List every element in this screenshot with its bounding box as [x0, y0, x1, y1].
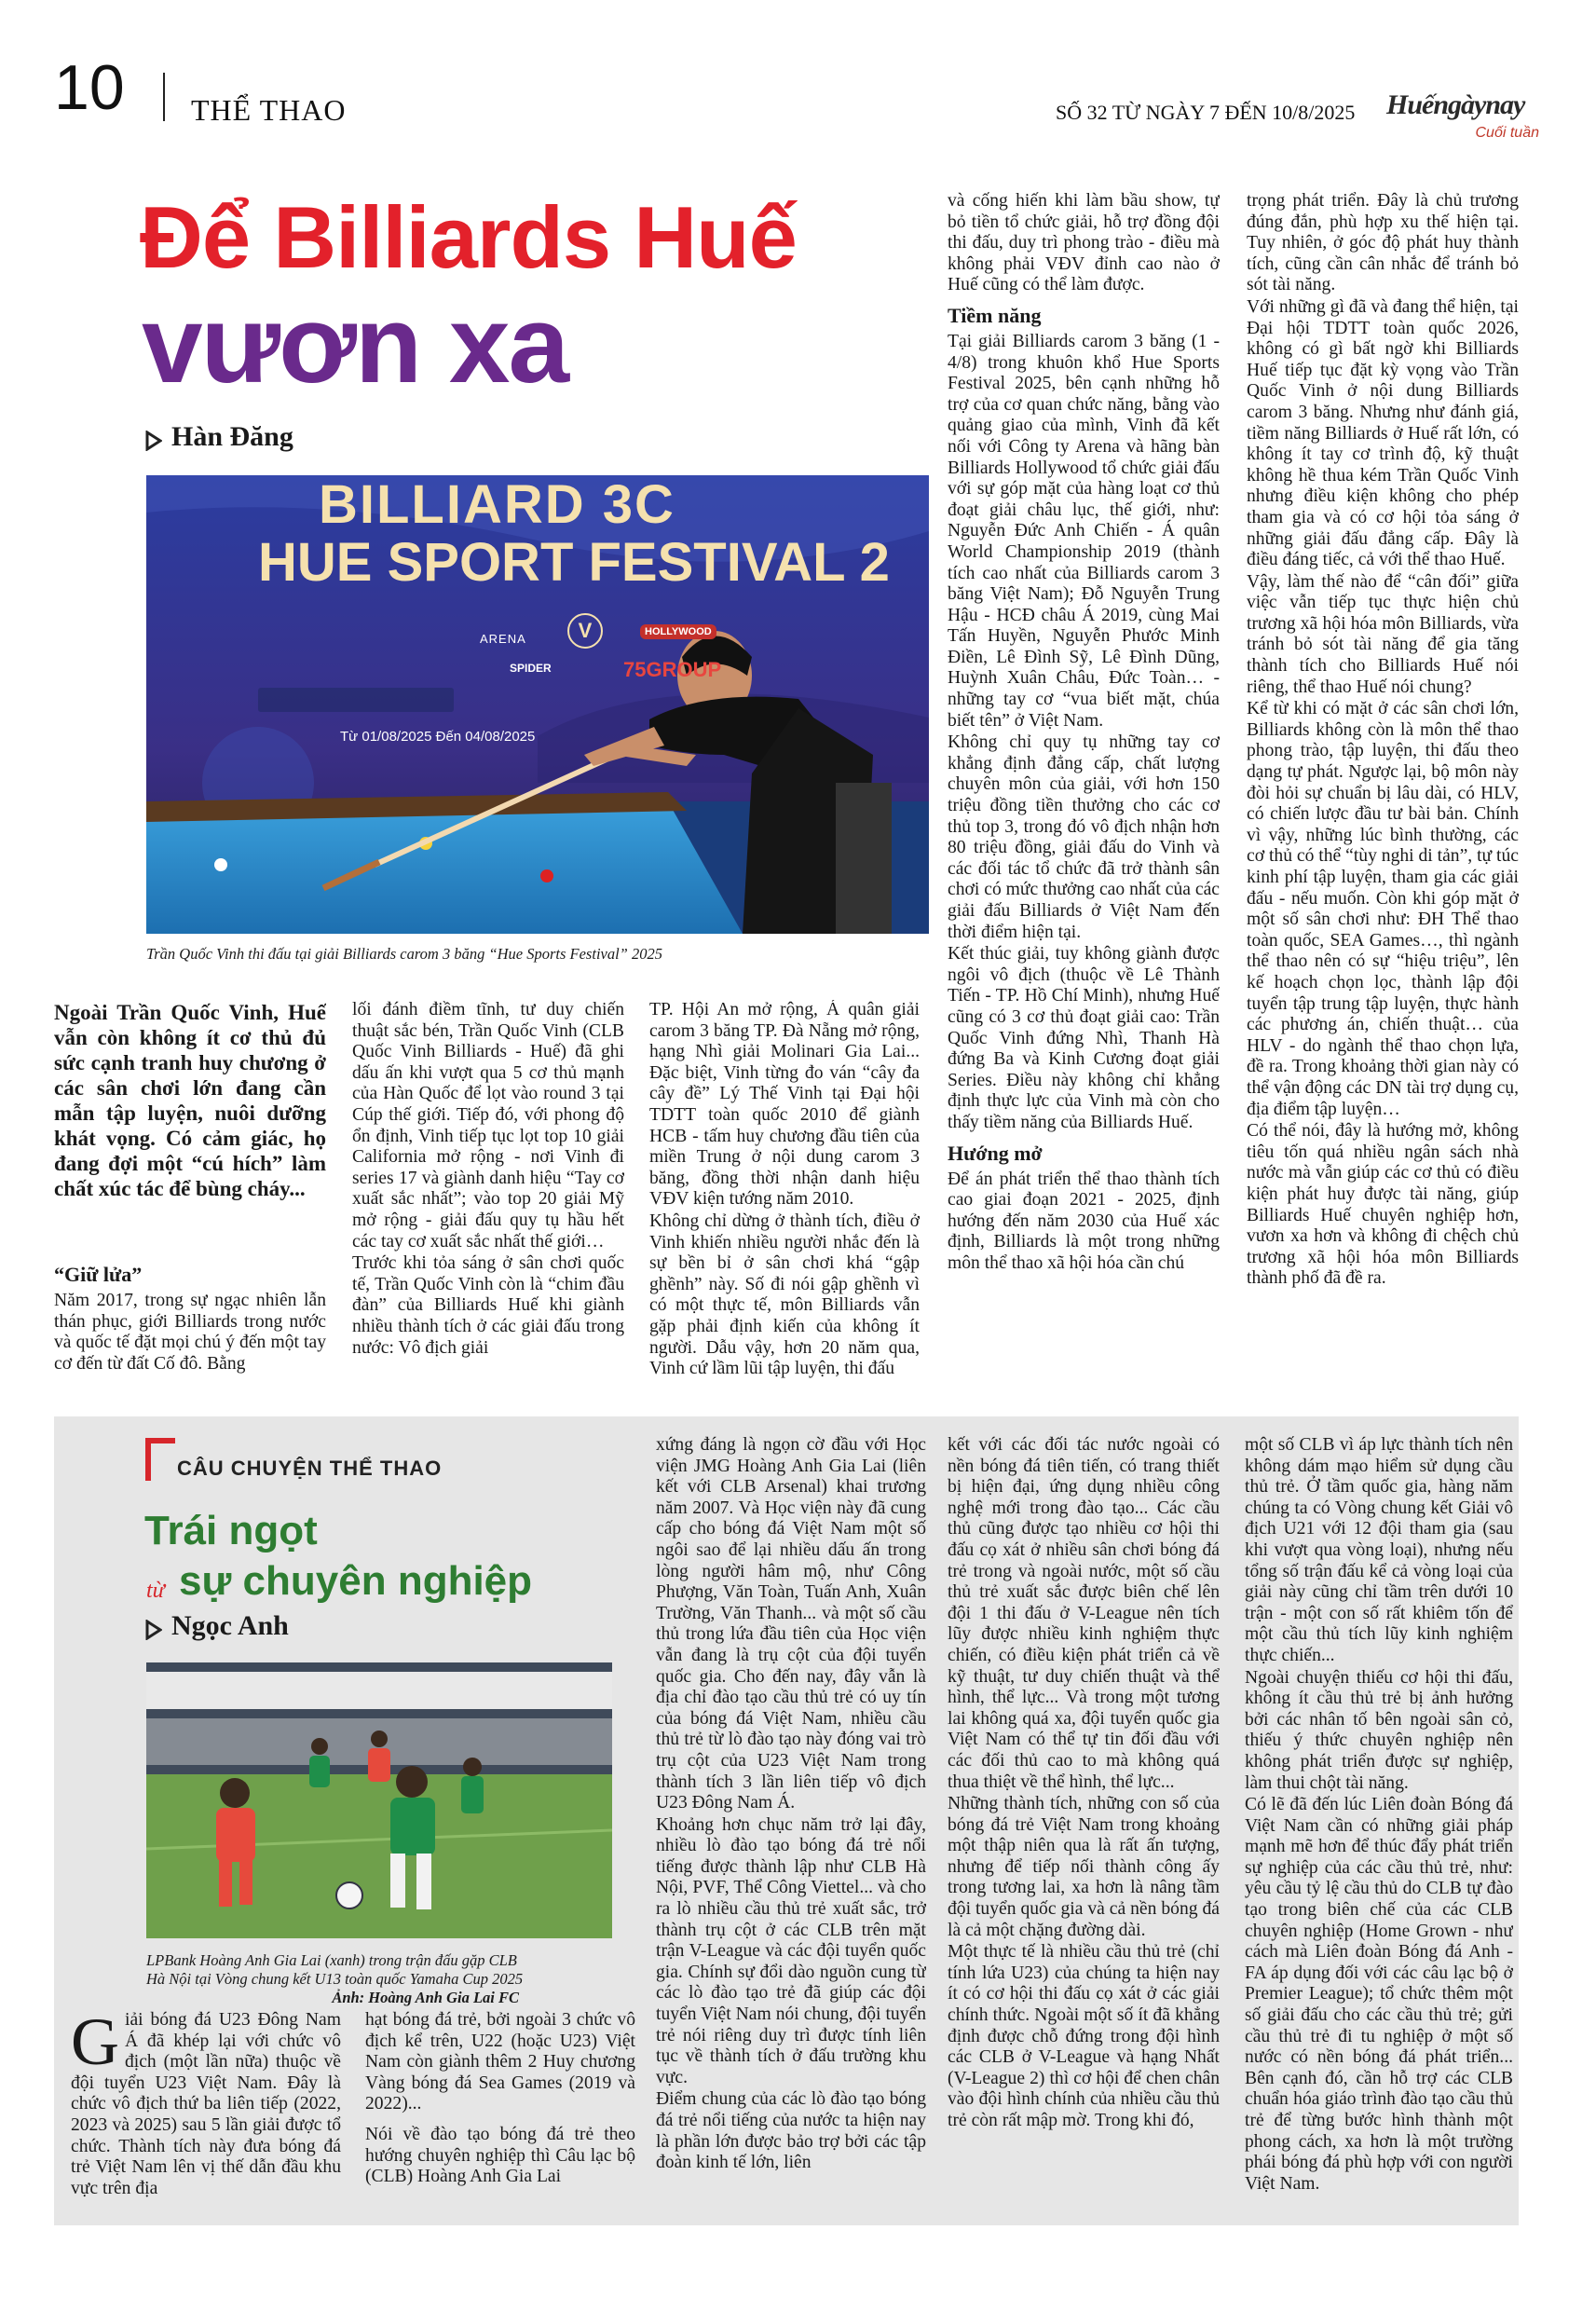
paragraph: TP. Hội An mở rộng, Á quân giải carom 3 băng TP. Đà Nẵng mở rộng, hạng Nhì giải Molinari Gia Lai... Đặc biệt, Vinh từng đo ván “cây đa cây đề” Lý Thế Vinh tại Đại hội TDTT toàn quốc 2010 để giành HCB - tấm huy chương đầu tiên của miền Trung ở nội dung carom 3 băng, đồng thời nhận danh hiệu VĐV kiện tướng năm 2010. [649, 1000, 920, 1210]
article1-title-line2: vươn xa [142, 283, 568, 406]
subhead-huong-mo: Hướng mở [948, 1141, 1043, 1165]
caption-credit: Ảnh: Hoàng Anh Gia Lai FC [332, 1989, 519, 2006]
billiards-photo-caption: Trần Quốc Vinh thi đấu tại giải Billiards carom 3 băng “Hue Sports Festival” 2025 [146, 945, 662, 963]
subhead-giu-lua: “Giữ lửa” [54, 1263, 143, 1286]
paragraph: Không chỉ dừng ở thành tích, điều ở Vinh khiến nhiều người nhắc đến là sự bền bỉ ở sân chơi khá “gập ghềnh” này. Số đi nói gập ghềnh vì có một thực tế, môn Billiards vẫn gặp phải định kiến của không ít người. Dẫu vậy, hơn 20 năm qua, Vinh cứ lầm lũi tập luyện, thi đấu [649, 1211, 920, 1379]
paragraph: và cống hiến khi làm bầu show, tự bỏ tiền tổ chức giải, hỗ trợ đồng đội thi đấu, duy trì phong trào - điều mà không phải VĐV đỉnh cao nào ở Huế cũng có thể làm được. [948, 191, 1220, 295]
article1-title-line1: Để Billiards Huế [140, 188, 797, 286]
brand-sub: Cuối tuần [1475, 125, 1539, 141]
brand-main: Huếngàynay [1386, 89, 1525, 120]
article2-col4 [948, 1435, 1220, 2214]
paragraph: lối đánh điềm tĩnh, tư duy chiến thuật sắc bén, Trần Quốc Vinh (CLB Quốc Vinh Billiards - Huế) đã ghi dấu ấn khi vượt qua 5 cơ thủ mạnh của Hàn Quốc để lọt vào round 3 tại Cúp thế giới. Tiếp đó, với phong độ ổn định, Vinh tiếp tục lọt top 10 giải California mở rộng - nơi Vinh đi series 17 và giành danh hiệu “Tay cơ xuất sắc nhất”; vào top 20 giải Mỹ mở rộng - giải đấu quy tụ hầu hết các tay cơ xuất sắc nhất thế giới… [352, 1000, 624, 1252]
article2-col1 [71, 2010, 341, 2213]
play-triangle-icon [145, 1616, 162, 1636]
sponsor-spider: SPIDER [510, 662, 552, 675]
play-triangle-icon [145, 427, 162, 447]
article2-title-from: từ [146, 1579, 165, 1603]
article1-author: Hàn Đăng [171, 421, 293, 452]
banner-dates: Từ 01/08/2025 Đến 04/08/2025 [340, 729, 536, 745]
dropcap: G [71, 2010, 119, 2079]
article2-col2 [365, 2010, 635, 2213]
subhead-tiem-nang: Tiềm năng [948, 303, 1042, 327]
page-header [0, 0, 1596, 140]
paragraph: Kể từ khi có mặt ở các sân chơi lớn, Billiards không còn là môn thể thao phong trào, tập luyện, thi đấu theo dạng tự phát. Ngược lại, bộ môn này đòi hỏi sự chuẩn bị lâu dài, có HLV, có chiến lược đầu tư bài bản. Chính vì vậy, những lúc bình thường, các cơ thủ có thể “tùy nghi di tản”, tự túc kinh phí tập luyện, tham gia các giải đấu - nếu muốn. Còn khi góp mặt ở một số sân chơi như: ĐH Thể thao toàn quốc, SEA Games…, thì ngành thể thao nên có sự “hiệu triệu”, lên kế hoạch chọn lọc, thành lập đội tuyển tập trung tập luyện, thực hành các phương án, chiến thuật… của HLV - do ngành thể thao chọn lựa, đề ra. Trong khoảng thời gian này có thể vận động các DN tài trợ dụng cụ, địa điểm tập luyện… [1247, 699, 1519, 1119]
banner-title-2: HUE SPORT FESTIVAL 2 [258, 532, 890, 593]
player-green-2 [309, 1738, 330, 1787]
sponsor-75group: 75GROUP [623, 658, 722, 681]
article2-col5 [1245, 1435, 1513, 2214]
article2-col3 [656, 1435, 926, 2214]
paragraph: Vậy, làm thế nào để “cân đối” giữa việc vẫn tiếp tục thực hiện chủ trương xã hội hóa môn Billiards, vừa tránh bỏ sót tài năng để gia tăng thành tích cho Billiards Huế nói riêng, thể thao Huế nói chung? [1247, 571, 1519, 697]
paragraph: Có thể nói, đây là hướng mở, không tiêu tốn quá nhiều ngân sách nhà nước mà vẫn giúp các cơ thủ có điều kiện phát huy được tài năng, giúp Billiards Huế chuyên nghiệp hơn, vươn xa hơn và không đi chệch chủ trương xã hội hóa môn Billiards thành phố đã đề ra. [1247, 1121, 1519, 1289]
article1-col1 [54, 1263, 326, 1389]
paragraph: Năm 2017, trong sự ngạc nhiên lẫn thán phục, giới Billiards trong nước và quốc tế đặt mọi chú ý đến một tay cơ đến từ đất Cố đô. Bằng [54, 1291, 326, 1374]
sponsor-hollywood: HOLLYWOOD [640, 624, 716, 639]
article2-title-line2: sự chuyên nghiệp [179, 1558, 533, 1604]
paragraph: Tại giải Billiards carom 3 băng (1 - 4/8) trong khuôn khổ Hue Sports Festival 2025, bên cạnh những hỗ trợ của cơ quan chức năng, bằng vào quảng giao của mình, Vinh đã kết nối với Công ty Arena và hãng bàn Billiards Hollywood tổ chức giải đấu với sự góp mặt của hàng loạt cơ thủ đoạt giải châu lục, thế giới, như: Nguyễn Đức Anh Chiến - Á quân World Championship 2019 (thành tích cao nhất của Billiards carom 3 băng Việt Nam); Đỗ Nguyễn Trung Hậu - HCĐ châu Á 2019, cùng Mai Tấn Huyền, Nguyễn Phước Minh Điền, Lê Đình Sỹ, Lê Đình Dũng, Huỳnh Xuân Châu, Đức Toàn… - những tay cơ “vua biết mặt, chúa biết tên” ở Việt Nam. [948, 331, 1220, 731]
billiards-photo [146, 475, 929, 934]
article1-col4 [948, 191, 1220, 1389]
football-photo [146, 1662, 612, 1938]
article1-col5 [1247, 191, 1519, 1389]
article1-col2 [352, 1000, 624, 1389]
banner-title-1: BILLIARD 3C [319, 475, 675, 535]
paragraph: Kết thúc giải, tuy không giành được ngôi vô địch (thuộc về Lê Thành Tiến - TP. Hồ Chí Minh), nhưng Huế cũng có 3 cơ thủ đoạt giải cao: Trần Quốc Vinh đứng Nhì, Thanh Hà đứng Ba và Kinh Cương đoạt giải Series. Điều này không chỉ khẳng định thực lực của Vinh mà còn cho thấy tiềm năng của Billiards Huế. [948, 944, 1220, 1132]
article2-author: Ngọc Anh [171, 1610, 289, 1641]
paragraph: Điểm chung của các lò đào tạo bóng đá trẻ nổi tiếng của nước ta hiện nay là phần lớn được bảo trợ bởi các tập đoàn kinh tế lớn, liên [656, 2089, 926, 2173]
kicker-bracket-icon [145, 1438, 175, 1481]
paragraph: Nói về đào tạo bóng đá trẻ theo hướng chuyên nghiệp thì Câu lạc bộ (CLB) Hoàng Anh Gia Lai [365, 2124, 635, 2187]
paragraph: Những thành tích, những con số của bóng đá trẻ Việt Nam trong khoảng một thập niên qua là rất ấn tượng, nhưng để tiếp nối thành công ấy trong tương lai, xa hơn là nâng tầm đội tuyển quốc gia và cả nền bóng đá là cả một chặng đường dài. [948, 1794, 1220, 1940]
sponsor-arena: ARENA [480, 632, 526, 646]
header-divider [163, 73, 165, 121]
player-red-2 [368, 1731, 390, 1782]
paragraph: iải bóng đá U23 Đông Nam Á đã khép lại với chức vô địch (một lần nữa) thuộc về đội tuyển U23 Việt Nam. Đây là chức vô địch thứ ba liên tiếp (2022, 2023 và 2025) sau 5 lần giải được tổ chức. Thành tích này đưa bóng đá trẻ Việt Nam lên vị thế dẫn đầu khu vực trên địa [71, 2010, 341, 2198]
paragraph: trọng phát triển. Đây là chủ trương đúng đắn, phù hợp xu thế hiện tại. Tuy nhiên, ở góc độ phát huy thành tích, cũng cần cân nhắc để tránh bỏ sót tài năng. [1247, 191, 1519, 295]
paragraph: kết với các đối tác nước ngoài có nền bóng đá tiên tiến, có trang thiết bị hiện đại, ứng dụng nhiều công nghệ mới trong đào tạo... Các cầu thủ cũng được tạo nhiều cơ hội thi đấu cọ xát ở nhiều sân chơi bóng đá trẻ trong và ngoài nước, một số cầu thủ trẻ xuất sắc được biên chế lên đội 1 thi đấu ở V-League nên tích lũy được nhiều kinh nghiệm thực chiến, có điều kiện phát triển cả về kỹ thuật, tư duy chiến thuật và thể hình, thể lực... Và trong một tương lai không quá xa, đội tuyển quốc gia Việt Nam có thể tự tin đối đầu với các đối thủ cao to mà không quá thua thiệt về thể hình, thể lực... [948, 1435, 1220, 1792]
section-label: THỂ THAO [191, 93, 347, 127]
issue-info: SỐ 32 TỪ NGÀY 7 ĐẾN 10/8/2025 [1056, 101, 1356, 124]
paragraph: Có lẽ đã đến lúc Liên đoàn Bóng đá Việt Nam cần có những giải pháp mạnh mẽ hơn để thúc đẩy phát triển sự nghiệp của các cầu thủ trẻ, như: yêu cầu tỷ lệ cầu thủ do CLB tự đào tạo trong biên chế của các CLB chuyên nghiệp (Home Grown - như cách mà Liên đoàn Bóng đá Anh - FA áp dụng đối với các câu lạc bộ ở Premier League); tổ chức thêm một số giải đấu cho các cầu thủ trẻ; gửi cầu thủ trẻ đi tu nghiệp ở một số nước có nền bóng đá phát triển... Bên cạnh đó, cần hỗ trợ các CLB chuẩn hóa giáo trình đào tạo cầu thủ trẻ để từng bước hình thành một phong cách, xa hơn là một trường phái bóng đá phù hợp với con người Việt Nam. [1245, 1795, 1513, 2194]
paragraph: xứng đáng là ngọn cờ đầu với Học viện JMG Hoàng Anh Gia Lai (liên kết với CLB Arsenal) khai trương năm 2007. Và Học viện này đã cung cấp cho bóng đá Việt Nam một số ngôi sao để lại nhiều dấu ấn trong lòng người hâm mộ, như Công Phượng, Văn Toàn, Tuấn Anh, Xuân Trường, Văn Thanh... và một số cầu thủ trong lứa đầu tiên của Học viện vẫn đang là trụ cột của đội tuyển quốc gia. Cho đến nay, đây vẫn là địa chỉ đào tạo cầu thủ trẻ có uy tín của bóng đá Việt Nam, nhiều cầu thủ trẻ từ lò đào tạo này đóng vai trò trụ cột của U23 Việt Nam trong thành tích 3 lần liên tiếp vô địch U23 Đông Nam Á. [656, 1435, 926, 1813]
sponsor-vv-logo: V [567, 613, 603, 649]
paragraph: một số CLB vì áp lực thành tích nên không dám mạo hiểm sử dụng cầu thủ trẻ. Ở tầm quốc gia, hàng năm chúng ta có Vòng chung kết Giải vô địch U21 với 12 đội tham gia (sau khi vượt qua vòng loại), nhưng nếu tổng số trận đấu kể cả vòng loại của giải này cũng chỉ tầm trên dưới 10 trận - một con số rất khiêm tốn để một cầu thủ tích lũy kinh nghiệm thực chiến... [1245, 1435, 1513, 1665]
paragraph: Ngoài chuyện thiếu cơ hội thi đấu, không ít cầu thủ trẻ bị ảnh hưởng bởi các nhân tố bên ngoài sân cỏ, thiếu ý thức chuyên nghiệp nên không phát triển được sự nghiệp, làm thui chột tài năng. [1245, 1667, 1513, 1793]
caption-line: LPBank Hoàng Anh Gia Lai (xanh) trong trận đấu gặp CLB [146, 1951, 517, 1969]
player-green-3 [461, 1758, 484, 1813]
football-photo-art [146, 1662, 612, 1938]
paragraph: Không chỉ quy tụ những tay cơ khẳng định đẳng cấp, chất lượng chuyên môn của giải, với hơn 150 triệu đồng tiền thưởng cho các cơ thủ top 3, trong đó vô địch nhận hơn 80 triệu đồng, giải đấu do Vinh và các đối tác tổ chức đã trở thành sân chơi có mức thưởng cao nhất của các giải đấu Billiards ở Việt Nam đến thời điểm hiện tại. [948, 732, 1220, 942]
paragraph: Một thực tế là nhiều cầu thủ trẻ (chỉ tính lứa U23) của chúng ta hiện nay ít có cơ hội thi đấu cọ xát ở các giải chính thức. Ngoài một số ít đã khẳng định được chỗ đứng trong đội hình các CLB ở V-League và hạng Nhất (V-League 2) thì cơ hội để chen chân vào đội hình chính của nhiều cầu thủ trẻ còn rất mập mờ. Trong khi đó, [948, 1942, 1220, 2130]
paragraph: Với những gì đã và đang thể hiện, tại Đại hội TDTT toàn quốc 2026, không có gì bất ngờ khi Billiards Huế tiếp tục đặt kỳ vọng vào Trần Quốc Vinh ở nội dung Billiards carom 3 băng. Nhưng như đánh giá, tiềm năng Billiards ở Huế rất lớn, có không ít tay cơ trình độ, kỹ thuật không hề thua kém Trần Quốc Vinh nhưng điều kiện không cho phép tham gia và có cơ hội tỏa sáng ở những giải đấu đẳng cấp. Đây là điều đáng tiếc, cả với thể thao Huế. [1247, 296, 1519, 570]
paragraph: Để án phát triển thể thao thành tích cao giai đoạn 2021 - 2025, định hướng đến năm 2030 của Huế xác định, Billiards là một trong những môn thể thao xã hội hóa cần chú [948, 1169, 1220, 1273]
caption-line: Hà Nội tại Vòng chung kết U13 toàn quốc Yamaha Cup 2025 [146, 1970, 524, 1988]
page-number: 10 [54, 52, 125, 123]
article2-title-line1: Trái ngọt [144, 1508, 318, 1553]
paragraph: Khoảng hơn chục năm trở lại đây, nhiều lò đào tạo bóng đá trẻ nổi tiếng được thành lập như CLB Hà Nội, PVF, Thể Công Viettel... và cho ra lò nhiều cầu thủ trẻ xuất sắc, trở thành trụ cột ở các CLB trên mặt trận V-League và các đội tuyển quốc gia. Chính sự đổi dào nguồn cung từ các lò đào tạo trẻ đã giúp các đội tuyển Việt Nam nói chung, đội tuyển trẻ nói riêng duy trì được tính liên tục về thành tích ở đấu trường khu vực. [656, 1814, 926, 2087]
article1-col3 [649, 1000, 920, 1389]
paragraph: hạt bóng đá trẻ, bởi ngoài 3 chức vô địch kể trên, U22 (hoặc U23) Việt Nam còn giành thêm 2 Huy chương Vàng bóng đá Sea Games (2019 và 2022)... [365, 2010, 635, 2114]
article2-byline [145, 1610, 289, 1642]
brand-logo [1386, 89, 1545, 157]
article1-byline [145, 421, 293, 453]
paragraph: Trước khi tỏa sáng ở sân chơi quốc tế, Trần Quốc Vinh còn là “chim đầu đàn” của Billiards Huế khi giành nhiều thành tích ở các giải đấu trong nước: Vô địch giải [352, 1253, 624, 1358]
article2-kicker: CÂU CHUYỆN THỂ THAO [177, 1457, 443, 1480]
football-photo-caption [146, 1951, 612, 2007]
article1-lead: Ngoài Trần Quốc Vinh, Huế vẫn còn không ít cơ thủ đủ sức cạnh tranh huy chương ở các sân chơi lớn đang cần mẫn tập luyện, nuôi dưỡng khát vọng. Có cảm giác, họ đang đợi một “cú hích” làm chất xúc tác để bùng cháy... [54, 1001, 326, 1200]
